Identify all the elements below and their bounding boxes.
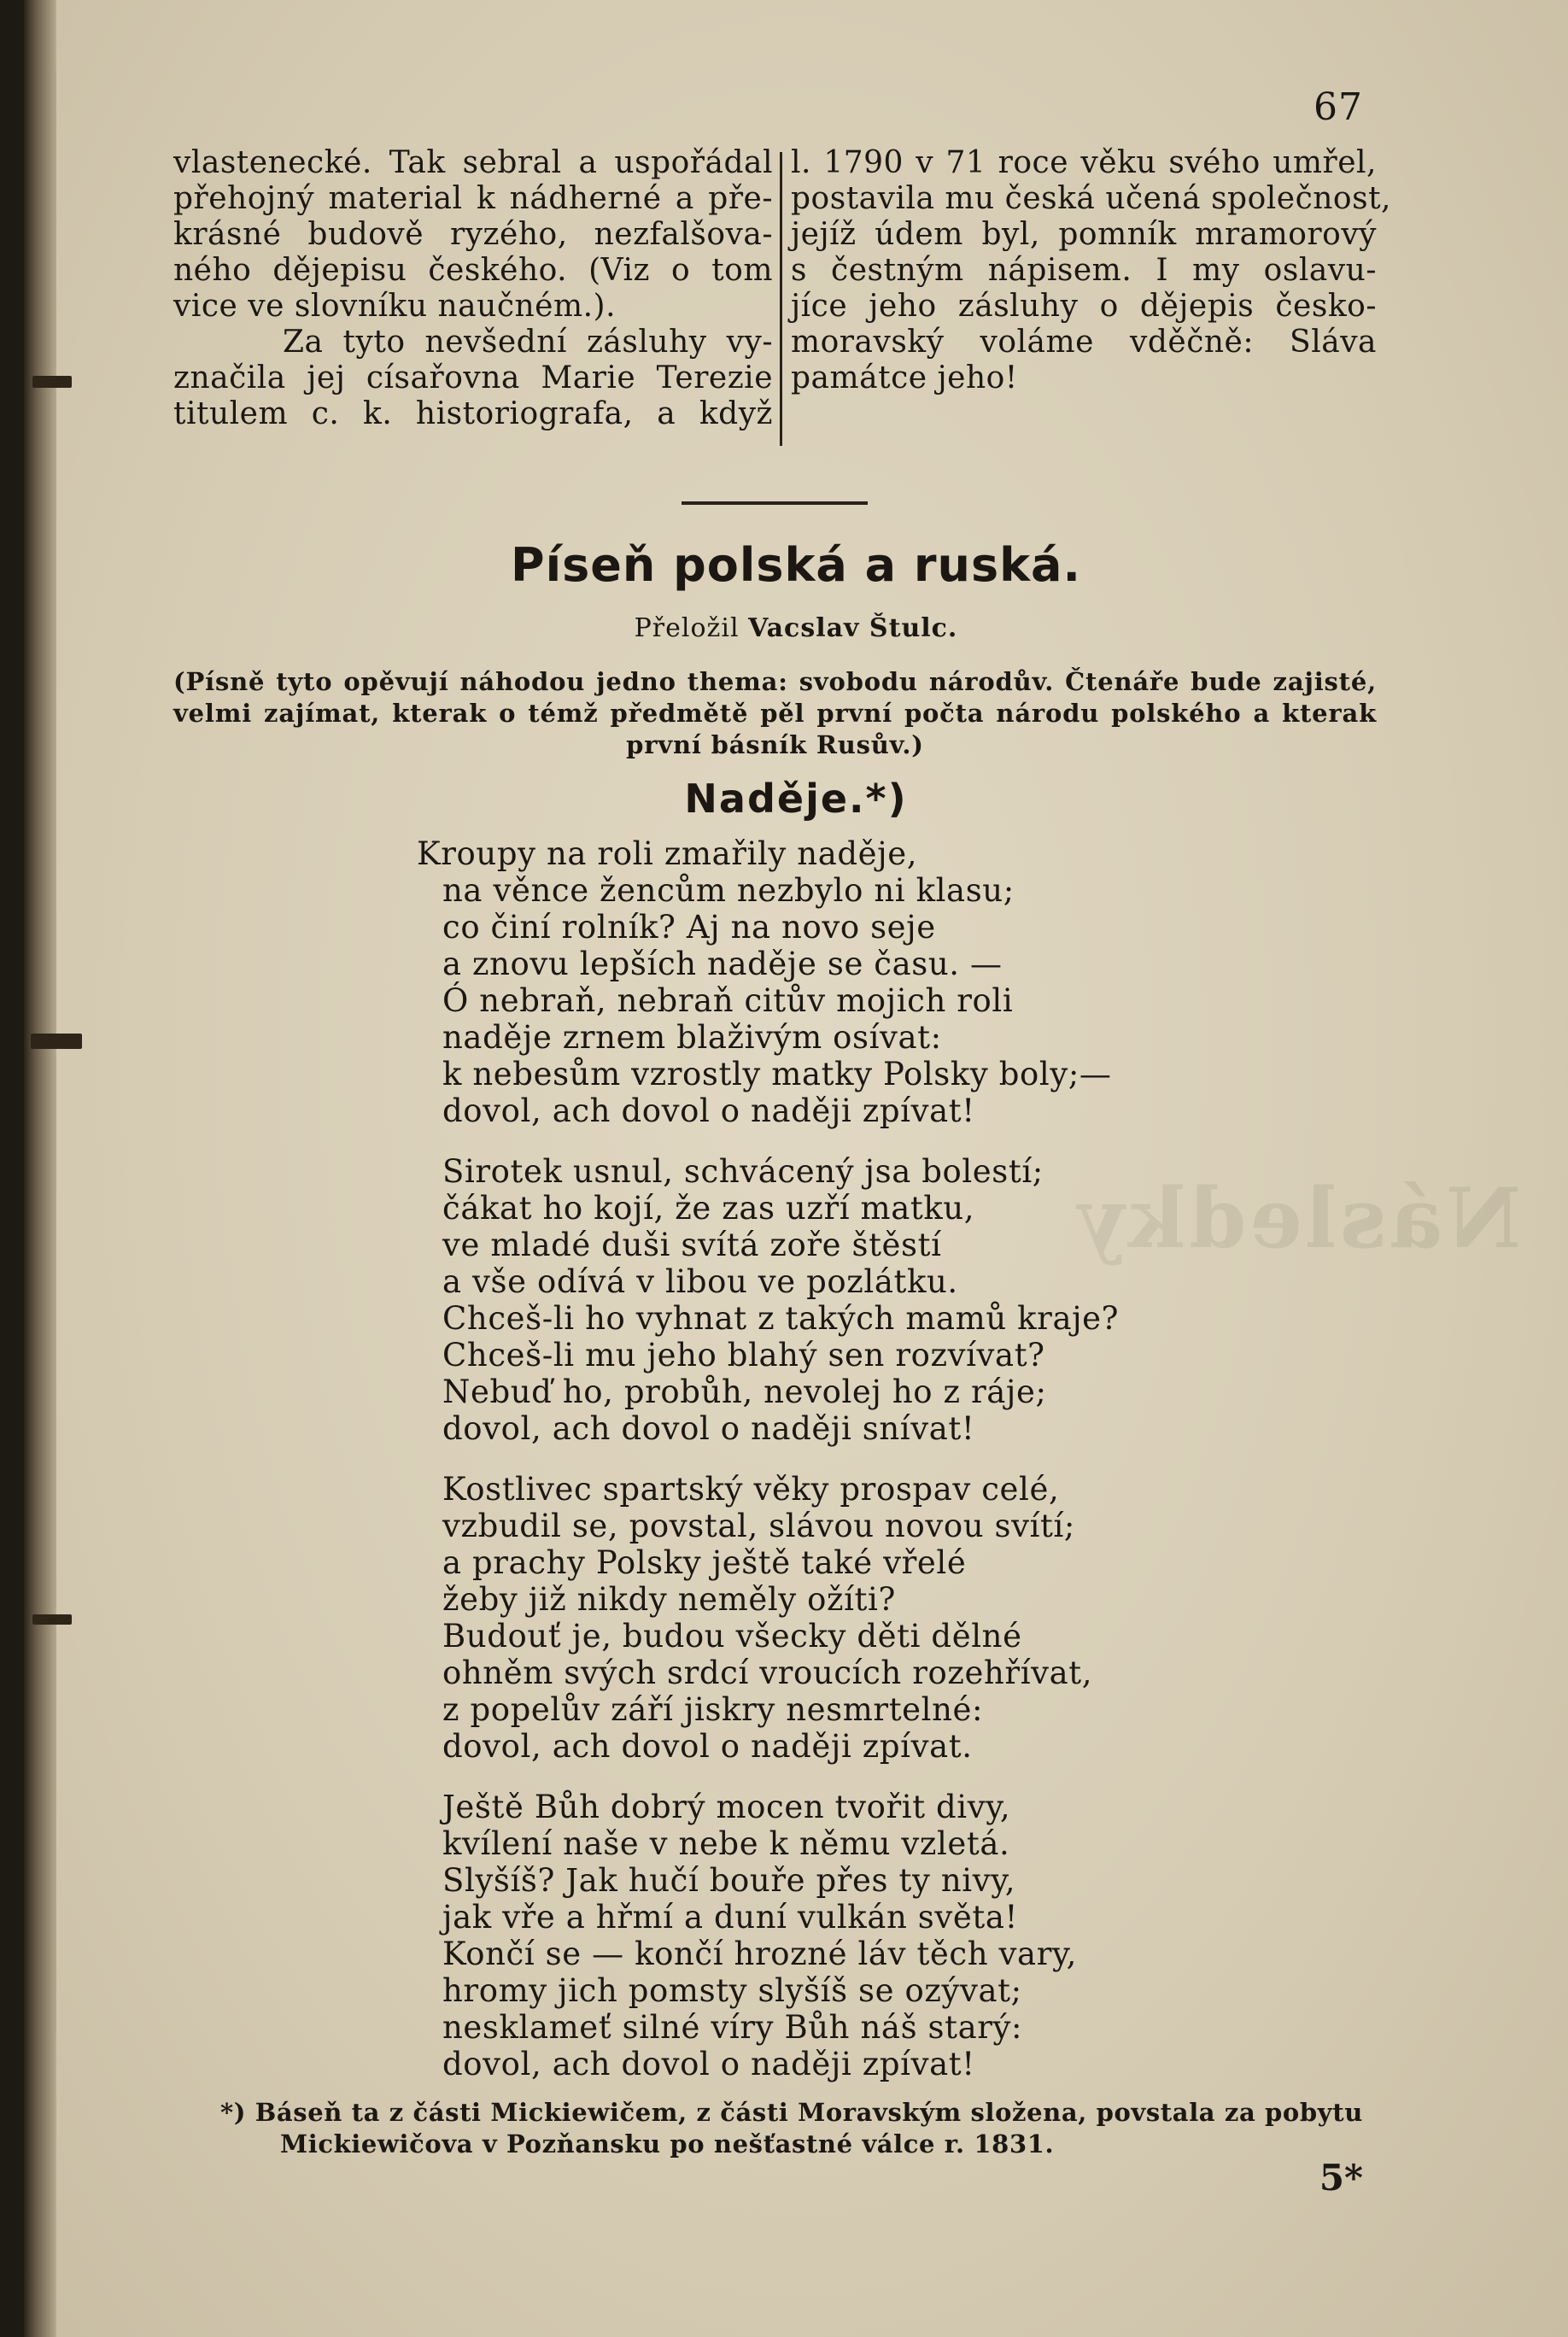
- intro-note: [173, 666, 1377, 761]
- verse-line: hromy jich pomsty slyšíš se ozývat;: [442, 1972, 1022, 2009]
- verse-line: k nebesům vzrostly matky Polsky boly;—: [442, 1056, 1112, 1092]
- column-divider: [780, 152, 782, 446]
- text-line: Za tyto nevšední zásluhy vy-: [283, 325, 773, 360]
- book-page: [24, 0, 1568, 2337]
- verse-line: na věnce žencům nezbylo ni klasu;: [442, 872, 1015, 909]
- verse-line: Sirotek usnul, schvácený jsa bolestí;: [442, 1153, 1044, 1190]
- text-line: vlastenecké. Tak sebral a uspořádal: [173, 145, 773, 180]
- byline-prefix: Přeložil: [634, 613, 740, 643]
- article-title: Píseň polská a ruská.: [511, 538, 1081, 592]
- verse-line: Slyšíš? Jak hučí bouře přes ty nivy,: [442, 1862, 1016, 1899]
- verse-line: jak vře a hřmí a duní vulkán světa!: [442, 1899, 1018, 1936]
- verse-line: Ó nebraň, nebraň citův mojich roli: [442, 982, 1014, 1019]
- left-column: [173, 145, 773, 432]
- text-line: jíce jeho zásluhy o dějepis česko-: [791, 289, 1377, 324]
- text-line: jejíž údem byl, pomník mramorový: [791, 217, 1377, 252]
- verse-line: co činí rolník? Aj na novo seje: [442, 909, 936, 946]
- text-line: *) Báseň ta z části Mickiewičem, z části Moravským složena, povstala za pobytu: [220, 2098, 1363, 2127]
- stanza: [417, 835, 1112, 1129]
- binding-mark: [32, 1614, 72, 1625]
- byline: [24, 613, 1568, 643]
- binding-mark: [32, 376, 72, 388]
- verse-line: Kostlivec spartský věky prospav celé,: [442, 1471, 1060, 1508]
- footnote: [220, 2097, 1382, 2160]
- binding-mark: [31, 1034, 82, 1049]
- text-line: titulem c. k. historiografa, a když: [173, 396, 773, 431]
- verse-line: a prachy Polsky ještě také vřelé: [442, 1544, 967, 1581]
- text-line: vice ve slovníku naučném.).: [173, 289, 617, 324]
- text-line: s čestným nápisem. I my oslavu-: [791, 253, 1377, 288]
- text-line: moravský voláme vděčně: Sláva: [791, 325, 1377, 360]
- verse-line: Chceš-li mu jeho blahý sen rozvívat?: [442, 1337, 1045, 1374]
- text-line: značila jej císařovna Marie Terezie: [173, 360, 773, 395]
- verse-line: vzbudil se, povstal, slávou novou svítí;: [442, 1508, 1075, 1544]
- text-line: velmi zajímat, kterak o témž předmětě pěl první počta národu polského a kterak: [173, 699, 1377, 728]
- verse-line: Končí se — končí hrozné láv těch vary,: [442, 1936, 1077, 1972]
- text-line: přehojný material k nádherné a pře-: [173, 181, 773, 216]
- verse-line: dovol, ach dovol o naději zpívat!: [442, 2046, 975, 2082]
- verse-line: a znovu lepších naděje se času. —: [442, 946, 1003, 982]
- stanza: [442, 1471, 1092, 1765]
- text-line: l. 1790 v 71 roce věku svého umřel,: [791, 145, 1377, 180]
- verse-line: z popelův září jiskry nesmrtelné:: [442, 1691, 984, 1728]
- verse-line: ohněm svých srdcí vroucích rozehřívat,: [442, 1655, 1093, 1691]
- translator-name: Vacslav Štulc.: [748, 613, 958, 643]
- verse-line: Budouť je, budou všecky děti dělné: [442, 1618, 1022, 1655]
- verse-line: a vše odívá v libou ve pozlátku.: [442, 1263, 958, 1300]
- verse-line: naděje zrnem blaživým osívat:: [442, 1019, 942, 1056]
- text-line: památce jeho!: [791, 360, 1018, 395]
- verse-line: čákat ho kojí, že zas uzří matku,: [442, 1190, 975, 1227]
- text-line: postavila mu česká učená společnost,: [791, 181, 1391, 216]
- verse-line: ve mladé duši svítá zoře štěstí: [442, 1227, 942, 1263]
- stanza: [442, 1789, 1077, 2082]
- text-line: ného dějepisu českého. (Viz o tom: [173, 253, 773, 288]
- right-column: [791, 145, 1391, 396]
- page-gutter-shadow: [24, 0, 56, 2337]
- verse-line: dovol, ach dovol o naději zpívat!: [442, 1092, 975, 1129]
- poem-title: Naděje.*): [684, 776, 908, 822]
- verse-line: dovol, ach dovol o naději zpívat.: [442, 1728, 973, 1765]
- signature-mark: 5*: [1319, 2157, 1363, 2199]
- verse-line: dovol, ach dovol o naději snívat!: [442, 1410, 975, 1447]
- verse-line: žeby již nikdy neměly ožíti?: [442, 1581, 896, 1618]
- verse-line: Ještě Bůh dobrý mocen tvořit divy,: [442, 1789, 1011, 1825]
- verse-line: kvílení naše v nebe k němu vzletá.: [442, 1825, 1010, 1862]
- page-number: 67: [1313, 85, 1363, 129]
- text-line: první básník Rusův.): [626, 730, 924, 759]
- text-line: Mickiewičova v Pozňansku po nešťastné válce r. 1831.: [280, 2129, 1055, 2158]
- verse-line: Nebuď ho, probůh, nevolej ho z ráje;: [442, 1374, 1047, 1410]
- stanza: [442, 1153, 1119, 1447]
- text-line: (Písně tyto opěvují náhodou jedno thema: svobodu národův. Čtenáře bude zajisté,: [173, 667, 1377, 696]
- verse-line: Chceš-li ho vyhnat z takých mamů kraje?: [442, 1300, 1120, 1337]
- show-through-heading: Následky: [1074, 1170, 1521, 1267]
- text-line: krásné budově ryzého, nezfalšova-: [173, 217, 773, 252]
- verse-line: nesklameť silné víry Bůh náš starý:: [442, 2009, 1023, 2046]
- section-rule: [682, 501, 868, 505]
- verse-line: Kroupy na roli zmařily naděje,: [417, 835, 918, 872]
